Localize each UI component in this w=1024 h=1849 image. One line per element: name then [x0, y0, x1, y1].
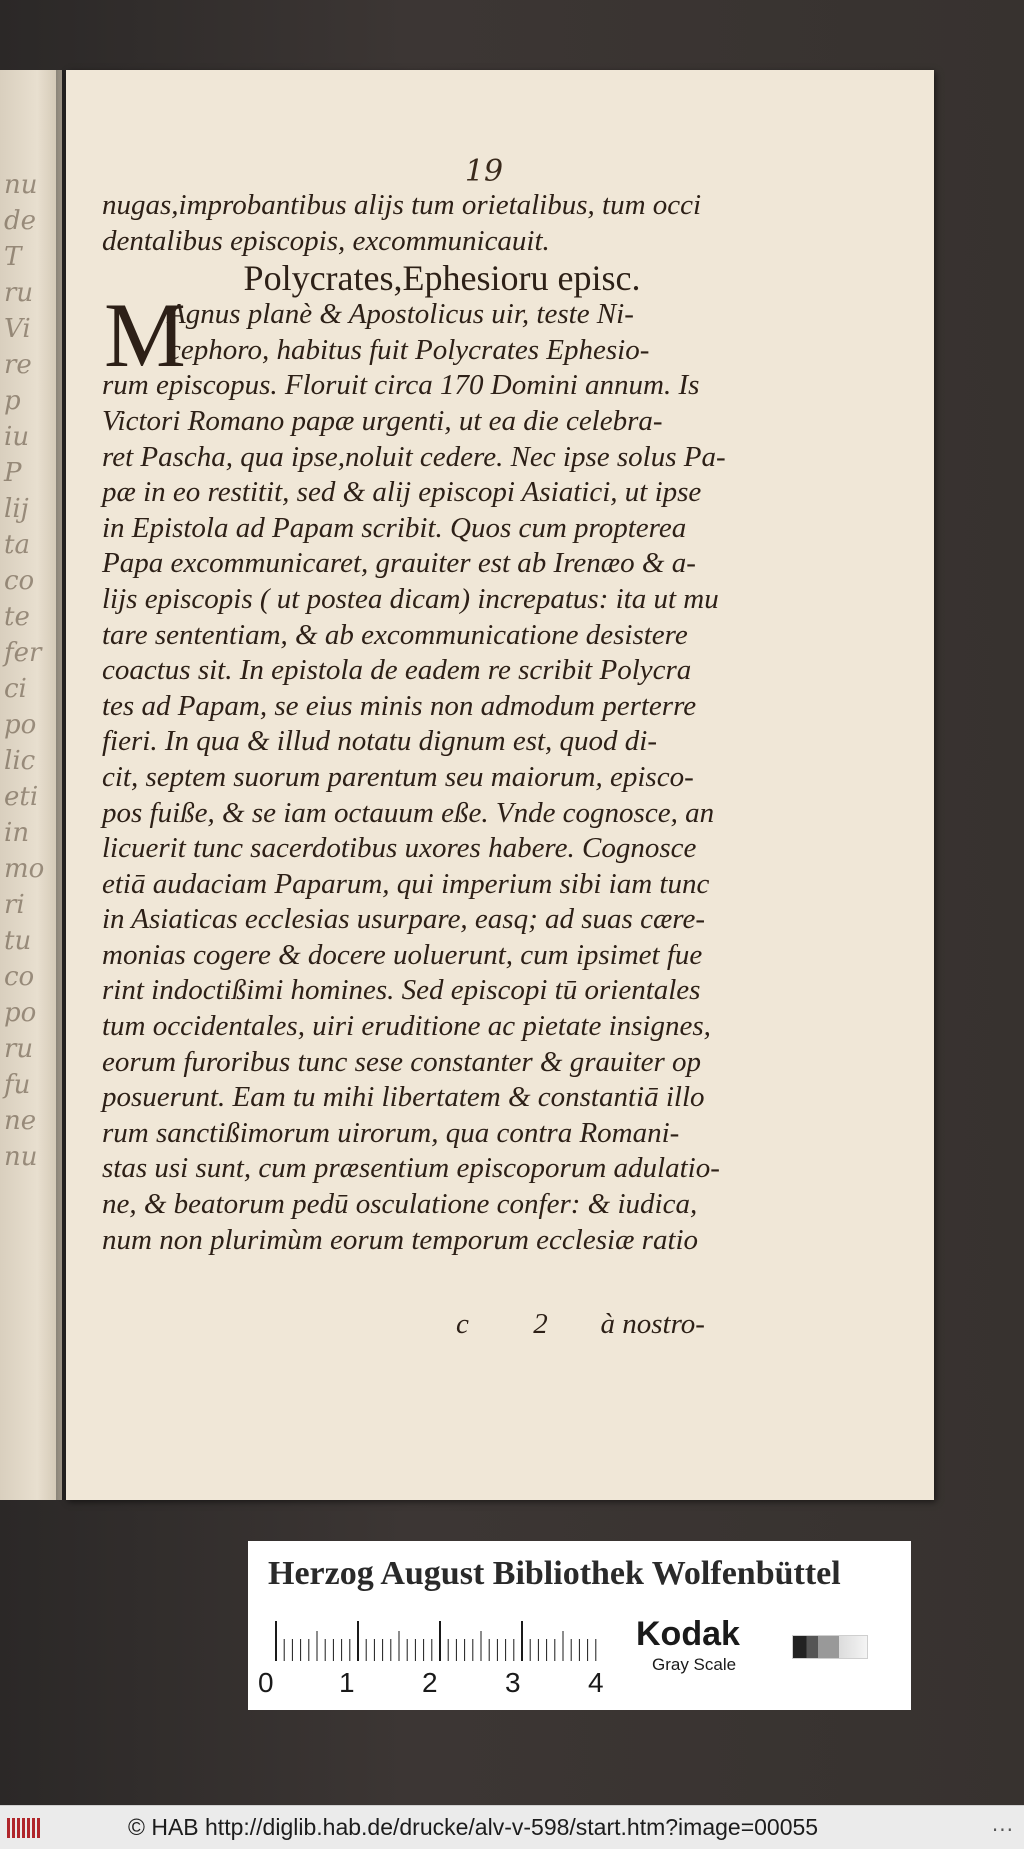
left-page-fragment: ru: [4, 278, 34, 308]
left-page-fragment: re: [4, 350, 32, 380]
left-page-fragment: ci: [4, 674, 27, 704]
left-page-fragment: co: [4, 566, 35, 596]
gray-scale-swatch: [792, 1635, 868, 1659]
left-page-fragment: fu: [4, 1070, 31, 1100]
left-page-fragment: co: [4, 962, 35, 992]
kodak-logo: Kodak: [636, 1615, 740, 1653]
left-page-fragment: P: [4, 458, 22, 488]
ruler-numbers: [258, 1667, 604, 1701]
ruler-number: 0: [258, 1667, 274, 1698]
left-page-fragment: de: [4, 206, 37, 236]
library-name: Herzog August Bibliothek Wolfenbüttel: [268, 1555, 841, 1592]
text-line: pæ in eo restitit, sed & alij episcopi Asiatici, ut ipse: [102, 476, 702, 509]
left-page-fragment: tu: [4, 926, 32, 956]
left-page-fragment: nu: [4, 170, 38, 200]
section-heading: Polycrates,Ephesioru episc.: [243, 258, 641, 299]
text-line: monias cogere & docere uoluerunt, cum ipsimet fue: [102, 938, 703, 971]
signature-mark: c: [456, 1308, 469, 1340]
left-page-fragment: lic: [4, 746, 36, 776]
ruler-number: 3: [505, 1667, 521, 1698]
drop-cap: M: [104, 284, 186, 387]
left-page-fragment: ru: [4, 1034, 34, 1064]
left-page-fragment: po: [4, 710, 37, 740]
text-line: rum episcopus. Floruit circa 170 Domini annum. Is: [102, 369, 700, 402]
left-page-fragment: fer: [4, 638, 42, 668]
catchword: à nostro-: [600, 1308, 705, 1340]
text-line: tare sententiam, & ab excommunicatione desistere: [102, 618, 688, 651]
left-page-fragment: in: [4, 818, 30, 848]
left-page-fragment: eti: [4, 782, 39, 812]
text-line: lijs episcopis ( ut postea dicam) increpatus: ita ut mu: [102, 582, 719, 615]
text-line: in Asiaticas ecclesias usurpare, easq; ad suas cære-: [102, 903, 706, 936]
more-menu-icon[interactable]: ...: [991, 1812, 1014, 1836]
text-line: nugas,improbantibus alijs tum orietalibus, tum occi: [102, 189, 702, 221]
text-line: in Epistola ad Papam scribit. Quos cum propterea: [102, 511, 687, 544]
text-line: tes ad Papam, se eius minis non admodum perterre: [102, 689, 697, 722]
left-page-fragment: lij: [4, 494, 29, 524]
hab-logo-icon: [6, 1816, 46, 1840]
text-line: eorum furoribus tunc sese constanter & grauiter op: [102, 1045, 702, 1078]
text-line: Agnus planè & Apostolicus uir, teste Ni-: [168, 298, 634, 331]
text-line: Papa excommunicaret, grauiter est ab Irenæo & a-: [102, 547, 696, 580]
text-line: licuerit tunc sacerdotibus uxores habere. Cognosce: [102, 832, 697, 865]
left-page-fragment: ta: [4, 530, 30, 560]
left-page-fragment: T: [4, 242, 22, 272]
color-reference-card: [248, 1541, 911, 1710]
text-line: cit, septem suorum parentum seu maiorum, episco-: [102, 760, 694, 793]
text-line: dentalibus episcopis, excommunicauit.: [102, 224, 550, 257]
text-line: etiā audaciam Paparum, qui imperium sibi iam tunc: [102, 867, 710, 900]
left-page-fragment: iu: [4, 422, 30, 452]
ruler-scale: [272, 1621, 602, 1661]
text-line: tum occidentales, uiri eruditione ac pietate insignes,: [102, 1010, 711, 1043]
text-line: ne, & beatorum pedū osculatione confer: & iudica,: [102, 1188, 698, 1221]
left-page-fragment: ne: [4, 1106, 37, 1136]
left-page-fragment: Vi: [4, 314, 31, 344]
text-line: cephoro, habitus fuit Polycrates Ephesio-: [168, 333, 650, 366]
left-page-fragment: p: [4, 386, 21, 416]
footer-url[interactable]: © HAB http://diglib.hab.de/drucke/alv-v-598/start.htm?image=00055: [128, 1814, 819, 1840]
left-page-edge: [0, 70, 62, 1500]
left-page-fragment: ri: [4, 890, 25, 920]
text-line: stas usi sunt, cum præsentium episcoporum adulatio-: [102, 1152, 720, 1185]
gray-scale-label: Gray Scale: [652, 1655, 737, 1674]
text-line: rum sanctißimorum uirorum, qua contra Romani-: [102, 1116, 680, 1149]
signature-number: 2: [533, 1308, 548, 1340]
catchwords: [456, 1308, 736, 1341]
text-line: num non plurimùm eorum temporum ecclesiæ ratio: [102, 1223, 699, 1256]
body-lines: [102, 368, 726, 1258]
ruler-number: 2: [422, 1667, 438, 1698]
text-line: ret Pascha, qua ipse,noluit cedere. Nec ipse solus Pa-: [102, 440, 726, 473]
text-line: rint indoctißimi homines. Sed episcopi tū orientales: [102, 974, 701, 1007]
page-text: [102, 188, 726, 1258]
text-line: fieri. In qua & illud notatu dignum est, quod di-: [102, 725, 658, 758]
text-line: coactus sit. In epistola de eadem re scribit Polycra: [102, 654, 692, 687]
left-page-fragment: po: [4, 998, 37, 1028]
left-page-fragment: mo: [4, 854, 45, 884]
text-line: Victori Romano papæ urgenti, ut ea die celebra-: [102, 404, 663, 437]
text-line: posuerunt. Eam tu mihi libertatem & constantiā illo: [102, 1081, 705, 1114]
left-page-fragment: nu: [4, 1142, 38, 1172]
text-line: pos fuiße, & se iam octauum eße. Vnde cognosce, an: [102, 796, 715, 829]
left-page-fragment: te: [4, 602, 30, 632]
ruler-number: 1: [339, 1667, 355, 1698]
page-number: 19: [464, 154, 504, 189]
book-page: [66, 70, 934, 1500]
ruler-number: 4: [588, 1667, 604, 1698]
footer-bar: [0, 1805, 1024, 1849]
